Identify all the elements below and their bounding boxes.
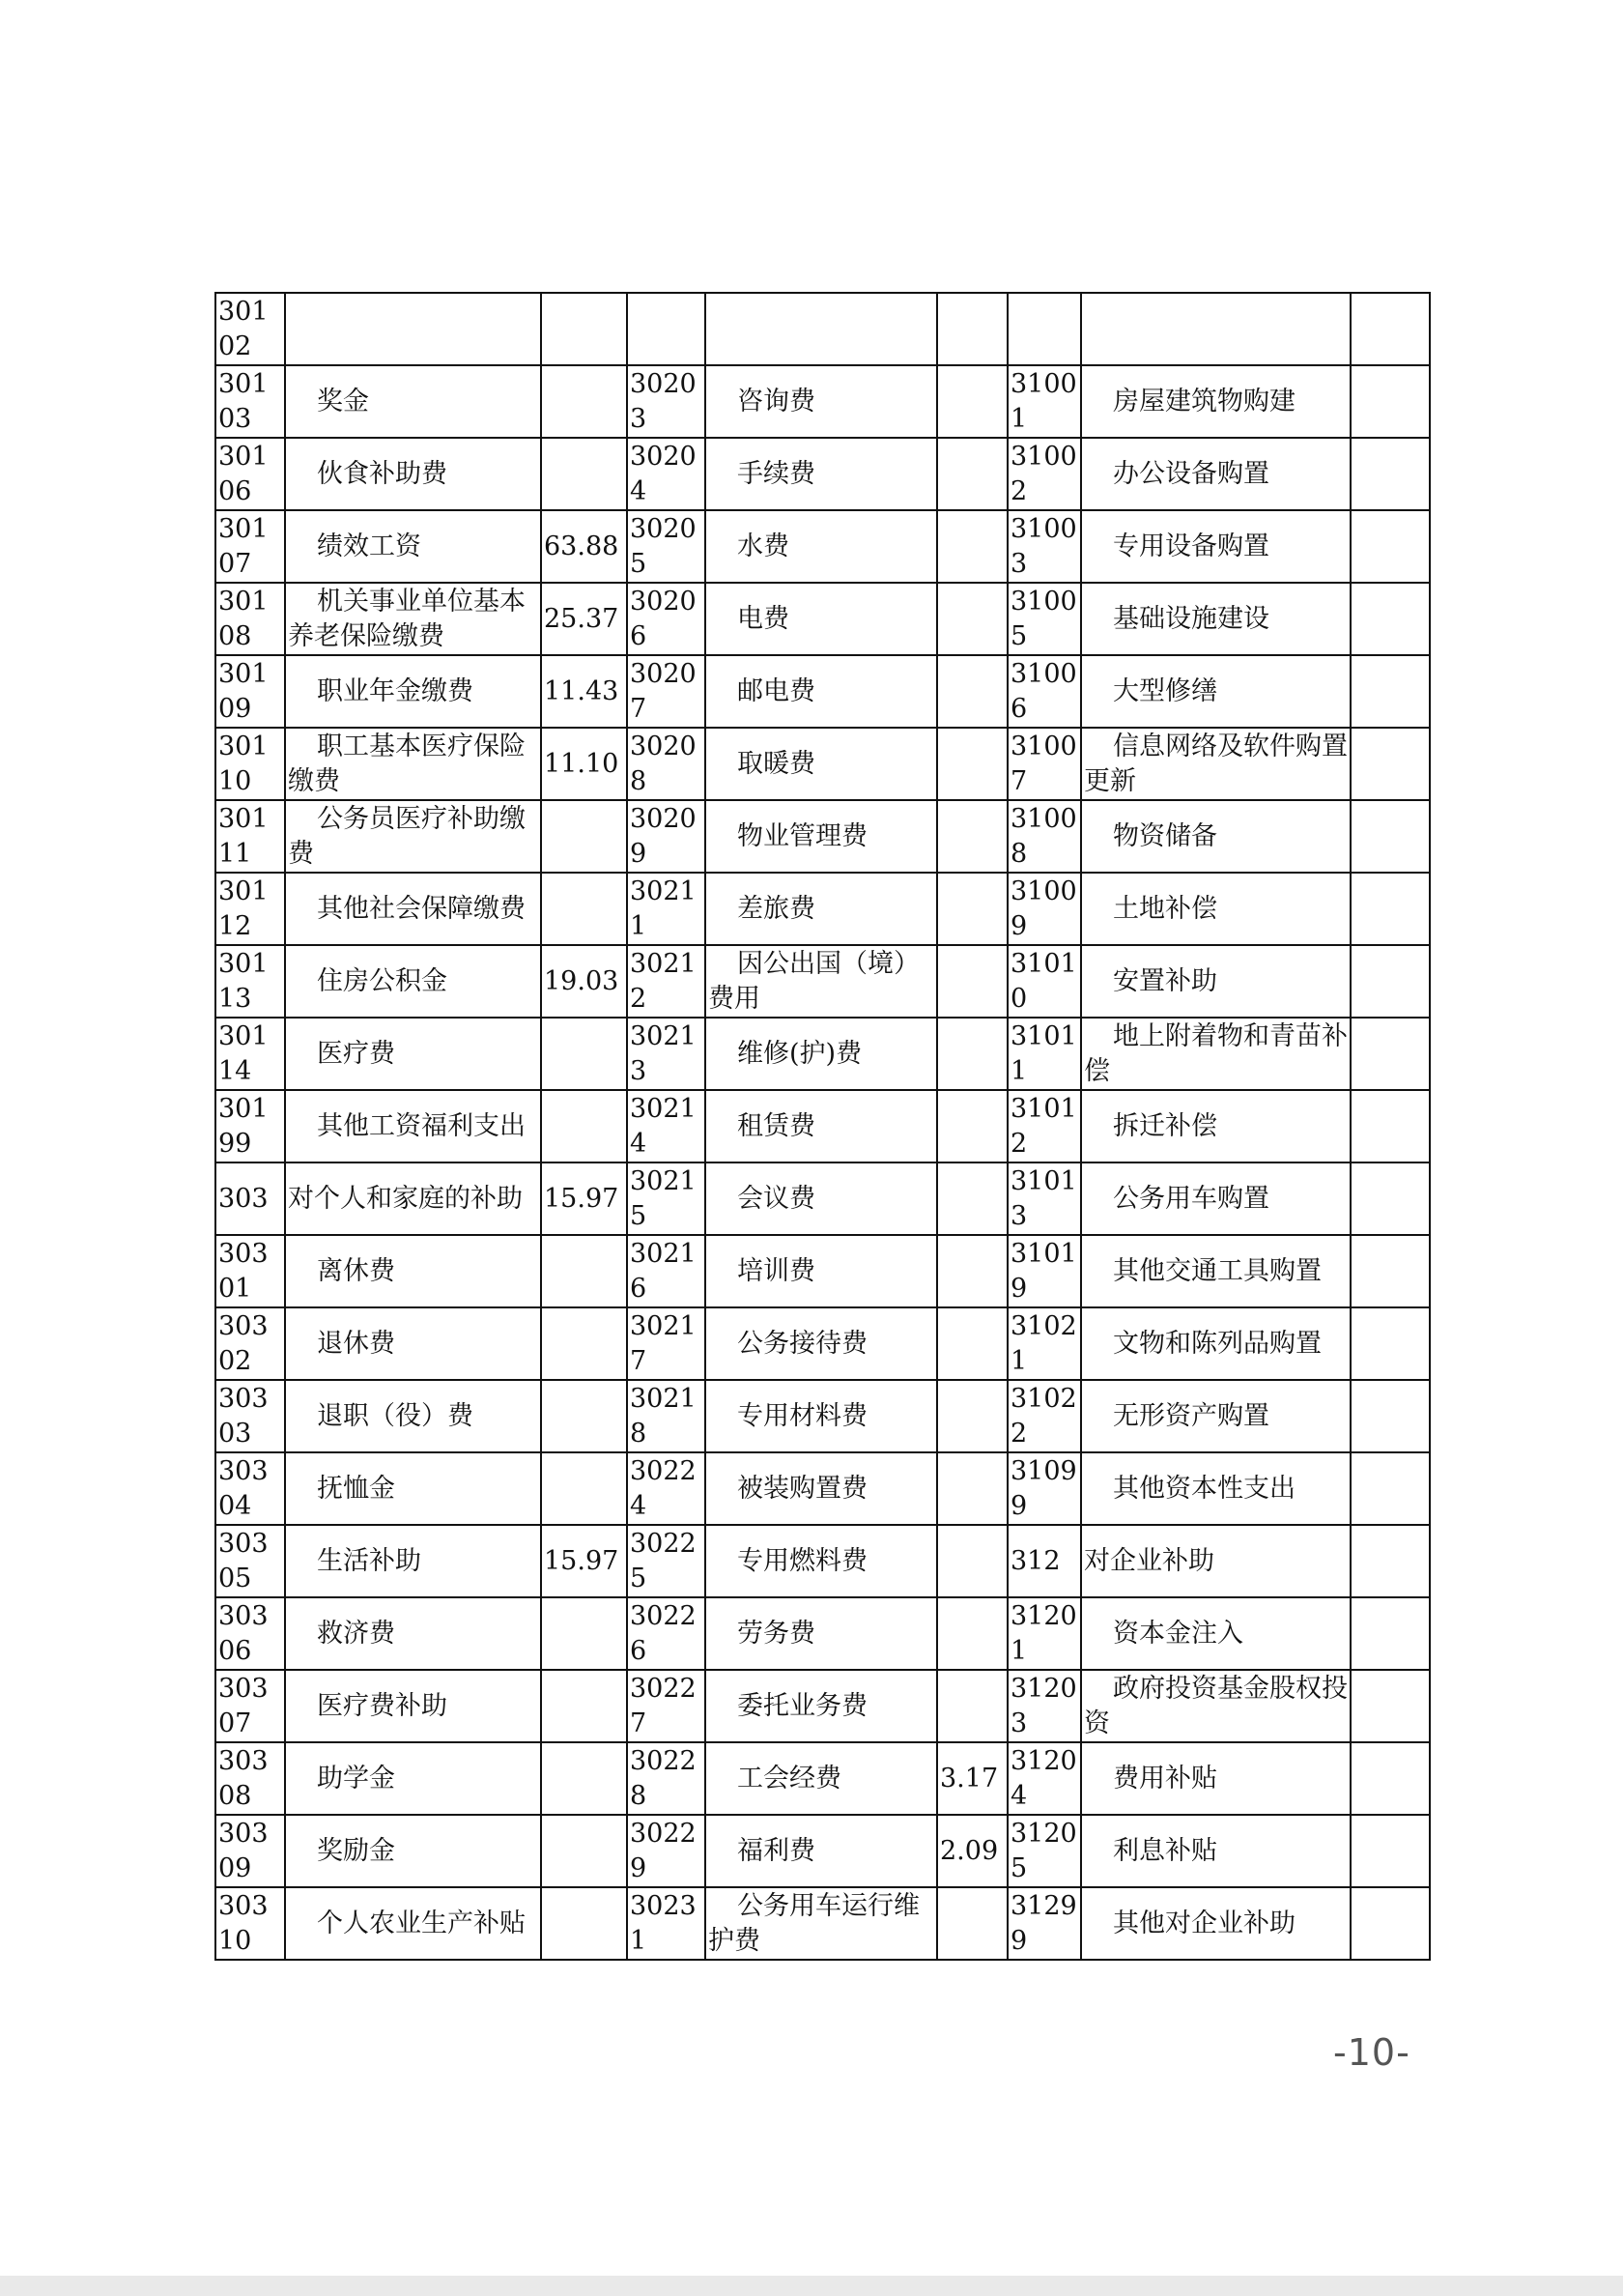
item-name-cell: 伙食补助费: [285, 438, 541, 510]
item-name-cell: 培训费: [705, 1235, 937, 1307]
table-row: [215, 1742, 1430, 1815]
code-cell: 30302: [215, 1307, 285, 1380]
amount-cell: [541, 1307, 627, 1380]
item-name-cell: 专用燃料费: [705, 1525, 937, 1597]
item-name-cell: 职业年金缴费: [285, 655, 541, 728]
code-cell: [627, 293, 705, 365]
item-name-cell: 土地补偿: [1081, 873, 1351, 945]
item-name-cell: 地上附着物和青苗补偿: [1081, 1018, 1351, 1090]
code-cell: 31019: [1008, 1235, 1081, 1307]
code-cell: 31005: [1008, 583, 1081, 655]
page-bottom-band: [0, 2276, 1623, 2296]
code-cell: 30304: [215, 1452, 285, 1525]
amount-cell: [937, 800, 1008, 873]
item-name-cell: 无形资产购置: [1081, 1380, 1351, 1452]
item-name-cell: 费用补贴: [1081, 1742, 1351, 1815]
amount-cell: [1351, 1162, 1430, 1235]
code-cell: 30106: [215, 438, 285, 510]
item-name-cell: 水费: [705, 510, 937, 583]
item-name-cell: 机关事业单位基本养老保险缴费: [285, 583, 541, 655]
code-cell: 30113: [215, 945, 285, 1018]
table-row: [215, 1815, 1430, 1887]
amount-cell: [541, 1815, 627, 1887]
item-name-cell: 劳务费: [705, 1597, 937, 1670]
amount-cell: [937, 1307, 1008, 1380]
table-row: [215, 1162, 1430, 1235]
item-name-cell: 公务用车运行维护费: [705, 1887, 937, 1960]
code-cell: 30309: [215, 1815, 285, 1887]
item-name-cell: 离休费: [285, 1235, 541, 1307]
code-cell: 31010: [1008, 945, 1081, 1018]
table-row: [215, 728, 1430, 800]
amount-cell: 19.03: [541, 945, 627, 1018]
table-row: [215, 655, 1430, 728]
code-cell: 31099: [1008, 1452, 1081, 1525]
table-row: [215, 1452, 1430, 1525]
table-row: [215, 438, 1430, 510]
code-cell: 31006: [1008, 655, 1081, 728]
item-name-cell: 咨询费: [705, 365, 937, 438]
item-name-cell: 其他资本性支出: [1081, 1452, 1351, 1525]
amount-cell: 2.09: [937, 1815, 1008, 1887]
item-name-cell: 拆迁补偿: [1081, 1090, 1351, 1162]
code-cell: 31201: [1008, 1597, 1081, 1670]
item-name-cell: 差旅费: [705, 873, 937, 945]
table-body: [215, 293, 1430, 1960]
item-name-cell: 福利费: [705, 1815, 937, 1887]
amount-cell: [541, 1452, 627, 1525]
item-name-cell: 会议费: [705, 1162, 937, 1235]
code-cell: 31205: [1008, 1815, 1081, 1887]
amount-cell: [1351, 1597, 1430, 1670]
amount-cell: [1351, 655, 1430, 728]
code-cell: 31002: [1008, 438, 1081, 510]
amount-cell: [541, 873, 627, 945]
amount-cell: [1351, 293, 1430, 365]
amount-cell: [937, 728, 1008, 800]
item-name-cell: 退职（役）费: [285, 1380, 541, 1452]
amount-cell: [1351, 1670, 1430, 1742]
code-cell: 31007: [1008, 728, 1081, 800]
table-row: [215, 873, 1430, 945]
code-cell: 30228: [627, 1742, 705, 1815]
amount-cell: 15.97: [541, 1525, 627, 1597]
item-name-cell: 房屋建筑物购建: [1081, 365, 1351, 438]
code-cell: 30110: [215, 728, 285, 800]
code-cell: 30103: [215, 365, 285, 438]
amount-cell: [1351, 1815, 1430, 1887]
code-cell: 30229: [627, 1815, 705, 1887]
amount-cell: [937, 1670, 1008, 1742]
amount-cell: [541, 365, 627, 438]
code-cell: 30310: [215, 1887, 285, 1960]
code-cell: 30306: [215, 1597, 285, 1670]
item-name-cell: 因公出国（境）费用: [705, 945, 937, 1018]
amount-cell: [937, 1018, 1008, 1090]
amount-cell: [937, 1380, 1008, 1452]
item-name-cell: 专用设备购置: [1081, 510, 1351, 583]
amount-cell: [1351, 583, 1430, 655]
item-name-cell: 物业管理费: [705, 800, 937, 873]
amount-cell: [1351, 1235, 1430, 1307]
code-cell: 31204: [1008, 1742, 1081, 1815]
amount-cell: [937, 510, 1008, 583]
code-cell: 31013: [1008, 1162, 1081, 1235]
code-cell: 30303: [215, 1380, 285, 1452]
item-name-cell: 取暖费: [705, 728, 937, 800]
code-cell: 30308: [215, 1742, 285, 1815]
item-name-cell: 公务用车购置: [1081, 1162, 1351, 1235]
code-cell: 303: [215, 1162, 285, 1235]
code-cell: 30226: [627, 1597, 705, 1670]
item-name-cell: 维修(护)费: [705, 1018, 937, 1090]
table-row: [215, 583, 1430, 655]
amount-cell: [1351, 873, 1430, 945]
table-row: [215, 1090, 1430, 1162]
code-cell: 30227: [627, 1670, 705, 1742]
code-cell: 30209: [627, 800, 705, 873]
budget-table: [214, 292, 1431, 1961]
amount-cell: [1351, 1525, 1430, 1597]
amount-cell: [541, 1018, 627, 1090]
amount-cell: [937, 1452, 1008, 1525]
item-name-cell: 安置补助: [1081, 945, 1351, 1018]
item-name-cell: 医疗费: [285, 1018, 541, 1090]
amount-cell: [937, 873, 1008, 945]
amount-cell: [1351, 438, 1430, 510]
code-cell: 31001: [1008, 365, 1081, 438]
item-name-cell: 奖励金: [285, 1815, 541, 1887]
code-cell: [1008, 293, 1081, 365]
page-number: -10-: [1333, 2031, 1410, 2074]
amount-cell: [937, 1597, 1008, 1670]
item-name-cell: 其他社会保障缴费: [285, 873, 541, 945]
item-name-cell: 基础设施建设: [1081, 583, 1351, 655]
amount-cell: [937, 293, 1008, 365]
amount-cell: [541, 1742, 627, 1815]
code-cell: 30301: [215, 1235, 285, 1307]
table-row: [215, 1670, 1430, 1742]
code-cell: 30108: [215, 583, 285, 655]
table-row: [215, 1018, 1430, 1090]
code-cell: 30107: [215, 510, 285, 583]
amount-cell: [937, 1162, 1008, 1235]
table-row: [215, 293, 1430, 365]
code-cell: 30208: [627, 728, 705, 800]
item-name-cell: 公务员医疗补助缴费: [285, 800, 541, 873]
amount-cell: [1351, 728, 1430, 800]
code-cell: 30305: [215, 1525, 285, 1597]
item-name-cell: 助学金: [285, 1742, 541, 1815]
item-name-cell: 医疗费补助: [285, 1670, 541, 1742]
item-name-cell: 专用材料费: [705, 1380, 937, 1452]
code-cell: 31021: [1008, 1307, 1081, 1380]
amount-cell: [541, 1380, 627, 1452]
amount-cell: 63.88: [541, 510, 627, 583]
amount-cell: [1351, 945, 1430, 1018]
amount-cell: [541, 1597, 627, 1670]
item-name-cell: 资本金注入: [1081, 1597, 1351, 1670]
amount-cell: [937, 945, 1008, 1018]
amount-cell: [1351, 510, 1430, 583]
amount-cell: [541, 800, 627, 873]
amount-cell: [541, 1235, 627, 1307]
item-name-cell: 大型修缮: [1081, 655, 1351, 728]
item-name-cell: 救济费: [285, 1597, 541, 1670]
item-name-cell: 信息网络及软件购置更新: [1081, 728, 1351, 800]
amount-cell: 3.17: [937, 1742, 1008, 1815]
amount-cell: [937, 438, 1008, 510]
item-name-cell: 手续费: [705, 438, 937, 510]
item-name-cell: 生活补助: [285, 1525, 541, 1597]
table-row: [215, 1525, 1430, 1597]
item-name-cell: 利息补贴: [1081, 1815, 1351, 1887]
amount-cell: [1351, 1018, 1430, 1090]
code-cell: 30109: [215, 655, 285, 728]
amount-cell: [1351, 1452, 1430, 1525]
item-name-cell: 对企业补助: [1081, 1525, 1351, 1597]
code-cell: 30218: [627, 1380, 705, 1452]
amount-cell: [541, 438, 627, 510]
amount-cell: [1351, 1307, 1430, 1380]
item-name-cell: 奖金: [285, 365, 541, 438]
amount-cell: [1351, 365, 1430, 438]
code-cell: 30224: [627, 1452, 705, 1525]
code-cell: 30214: [627, 1090, 705, 1162]
code-cell: 30231: [627, 1887, 705, 1960]
code-cell: 31008: [1008, 800, 1081, 873]
code-cell: 30212: [627, 945, 705, 1018]
item-name-cell: 其他交通工具购置: [1081, 1235, 1351, 1307]
code-cell: 31011: [1008, 1018, 1081, 1090]
item-name-cell: 其他工资福利支出: [285, 1090, 541, 1162]
amount-cell: [937, 1525, 1008, 1597]
item-name-cell: 邮电费: [705, 655, 937, 728]
amount-cell: [1351, 1090, 1430, 1162]
item-name-cell: 委托业务费: [705, 1670, 937, 1742]
amount-cell: [1351, 1380, 1430, 1452]
code-cell: 30217: [627, 1307, 705, 1380]
code-cell: 30205: [627, 510, 705, 583]
item-name-cell: [705, 293, 937, 365]
table-row: [215, 1887, 1430, 1960]
item-name-cell: 电费: [705, 583, 937, 655]
code-cell: 30112: [215, 873, 285, 945]
amount-cell: [1351, 1887, 1430, 1960]
code-cell: 31012: [1008, 1090, 1081, 1162]
item-name-cell: 个人农业生产补贴: [285, 1887, 541, 1960]
amount-cell: [1351, 1742, 1430, 1815]
code-cell: 30211: [627, 873, 705, 945]
item-name-cell: 对个人和家庭的补助: [285, 1162, 541, 1235]
item-name-cell: 物资储备: [1081, 800, 1351, 873]
code-cell: 312: [1008, 1525, 1081, 1597]
amount-cell: 25.37: [541, 583, 627, 655]
amount-cell: [541, 1090, 627, 1162]
code-cell: 30225: [627, 1525, 705, 1597]
code-cell: 31003: [1008, 510, 1081, 583]
item-name-cell: 政府投资基金股权投资: [1081, 1670, 1351, 1742]
table-row: [215, 365, 1430, 438]
code-cell: 30307: [215, 1670, 285, 1742]
amount-cell: [937, 365, 1008, 438]
code-cell: 31009: [1008, 873, 1081, 945]
item-name-cell: 抚恤金: [285, 1452, 541, 1525]
code-cell: 30207: [627, 655, 705, 728]
amount-cell: [937, 655, 1008, 728]
amount-cell: [937, 1235, 1008, 1307]
amount-cell: 11.10: [541, 728, 627, 800]
code-cell: 30199: [215, 1090, 285, 1162]
code-cell: 30213: [627, 1018, 705, 1090]
amount-cell: [541, 293, 627, 365]
table-row: [215, 510, 1430, 583]
table-row: [215, 1380, 1430, 1452]
code-cell: 30206: [627, 583, 705, 655]
item-name-cell: 工会经费: [705, 1742, 937, 1815]
item-name-cell: 办公设备购置: [1081, 438, 1351, 510]
table-row: [215, 1235, 1430, 1307]
code-cell: 31022: [1008, 1380, 1081, 1452]
table-row: [215, 945, 1430, 1018]
item-name-cell: 被装购置费: [705, 1452, 937, 1525]
code-cell: 30114: [215, 1018, 285, 1090]
amount-cell: [937, 1887, 1008, 1960]
amount-cell: [1351, 800, 1430, 873]
code-cell: 30102: [215, 293, 285, 365]
item-name-cell: 职工基本医疗保险缴费: [285, 728, 541, 800]
item-name-cell: 住房公积金: [285, 945, 541, 1018]
amount-cell: [541, 1887, 627, 1960]
item-name-cell: [1081, 293, 1351, 365]
amount-cell: [937, 1090, 1008, 1162]
item-name-cell: 公务接待费: [705, 1307, 937, 1380]
item-name-cell: 租赁费: [705, 1090, 937, 1162]
amount-cell: 11.43: [541, 655, 627, 728]
code-cell: 30216: [627, 1235, 705, 1307]
table-row: [215, 1307, 1430, 1380]
item-name-cell: [285, 293, 541, 365]
amount-cell: [937, 583, 1008, 655]
code-cell: 30203: [627, 365, 705, 438]
item-name-cell: 退休费: [285, 1307, 541, 1380]
item-name-cell: 绩效工资: [285, 510, 541, 583]
table-row: [215, 1597, 1430, 1670]
code-cell: 30111: [215, 800, 285, 873]
amount-cell: [541, 1670, 627, 1742]
amount-cell: 15.97: [541, 1162, 627, 1235]
code-cell: 30215: [627, 1162, 705, 1235]
code-cell: 31203: [1008, 1670, 1081, 1742]
item-name-cell: 文物和陈列品购置: [1081, 1307, 1351, 1380]
item-name-cell: 其他对企业补助: [1081, 1887, 1351, 1960]
code-cell: 31299: [1008, 1887, 1081, 1960]
table-row: [215, 800, 1430, 873]
code-cell: 30204: [627, 438, 705, 510]
